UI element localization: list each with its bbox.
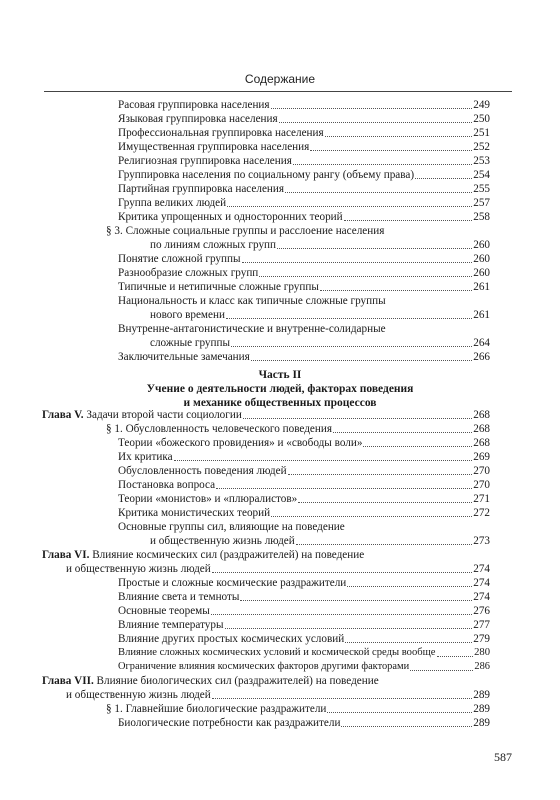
toc-entry (118, 112, 490, 126)
entry-page: 289 (473, 703, 490, 715)
entry-page: 289 (473, 689, 490, 701)
leader-dots (345, 640, 472, 643)
entry-title: Группа великих людей (118, 197, 227, 209)
entry-title: Теории «монистов» и «плюралистов» (118, 493, 298, 505)
entry-page: 264 (473, 337, 490, 349)
toc-entry (150, 308, 490, 322)
chapter-title-line1: Влияние биологических сил (раздражителей) на поведение (96, 675, 379, 687)
leader-dots (212, 570, 472, 573)
toc-entry (106, 702, 490, 716)
leader-dots (251, 358, 472, 361)
entry-page: 280 (474, 647, 490, 658)
leader-dots (279, 120, 473, 123)
entry-page: 255 (473, 183, 490, 195)
entry-page: 289 (473, 717, 490, 729)
entry-page: 257 (473, 197, 490, 209)
entry-title: Профессиональная группировка населения (118, 127, 324, 139)
leader-dots (226, 316, 472, 319)
toc-entry (118, 506, 490, 520)
leader-dots (240, 598, 472, 601)
entry-title: по линиям сложных групп (150, 239, 277, 251)
leader-dots (293, 162, 472, 165)
nation-line1: Национальность и класс как типичные сложные группы (118, 295, 386, 307)
entry-page: 249 (473, 99, 490, 111)
entry-page: 269 (473, 451, 490, 463)
leader-dots (327, 710, 472, 713)
toc-entry (106, 422, 490, 436)
toc-entry (66, 562, 490, 576)
entry-title: Простые и сложные космические раздражители (118, 577, 347, 589)
toc-entry (150, 336, 490, 350)
entry-page: 268 (473, 437, 490, 449)
entry-page: 268 (473, 409, 490, 421)
entry-title: Понятие сложной группы (118, 253, 241, 265)
entry-page: 252 (473, 141, 490, 153)
entry-title: Типичные и нетипичные сложные группы (118, 281, 319, 293)
toc-entry (118, 266, 490, 280)
entry-page: 276 (473, 605, 490, 617)
entry-title: Постановка вопроса (118, 479, 216, 491)
entry-title: Расовая группировка населения (118, 99, 270, 111)
toc-entry (118, 436, 490, 450)
toc-entry (150, 238, 490, 252)
leader-dots (211, 612, 472, 615)
toc-entry (118, 280, 490, 294)
part-title: Часть II (258, 369, 302, 381)
entry-title: Критика монистических теорий (118, 507, 271, 519)
entry-page: 250 (473, 113, 490, 125)
leader-dots (298, 500, 472, 503)
leader-dots (288, 472, 473, 475)
toc-entry (118, 576, 490, 590)
toc-entry (118, 126, 490, 140)
leader-dots (320, 288, 472, 291)
entry-title: Задачи второй части социологии (86, 409, 242, 421)
entry-page: 251 (473, 127, 490, 139)
leader-dots (242, 260, 473, 263)
entry-title: Влияние температуры (118, 619, 224, 631)
toc-entry (118, 492, 490, 506)
chapter-label: Глава VI. (42, 549, 90, 561)
toc-entry (118, 464, 490, 478)
entry-title: Ограничение влияния космических факторов другими факторами (118, 661, 410, 672)
chapter-label: Глава VII. (42, 675, 94, 687)
toc-entry (118, 478, 490, 492)
entry-page: 273 (473, 535, 490, 547)
entry-page: 274 (473, 563, 490, 575)
forces-line1: Основные группы сил, влияющие на поведение (118, 521, 345, 533)
leader-dots (231, 344, 472, 347)
running-header: Содержание (244, 72, 316, 86)
leader-dots (271, 106, 473, 109)
entry-page: 268 (473, 423, 490, 435)
entry-title: и общественную жизнь людей (150, 535, 295, 547)
leader-dots (437, 654, 473, 657)
entry-title: Основные теоремы (118, 605, 210, 617)
entry-title: Влияние других простых космических условий (118, 633, 345, 645)
antag-line1: Внутренне-антагонистические и внутренне-солидарные (118, 323, 386, 335)
toc-entry (118, 140, 490, 154)
leader-dots (212, 696, 472, 699)
leader-dots (325, 134, 473, 137)
entry-page: 279 (473, 633, 490, 645)
entry-page: 258 (473, 211, 490, 223)
entry-page: 260 (473, 253, 490, 265)
entry-page: 270 (473, 479, 490, 491)
entry-page: 277 (473, 619, 490, 631)
entry-title: Разнообразие сложных групп (118, 267, 259, 279)
entry-page: 261 (473, 281, 490, 293)
leader-dots (174, 458, 473, 461)
toc-entry (118, 252, 490, 266)
entry-page: 286 (474, 661, 490, 672)
toc-entry (118, 716, 490, 730)
entry-page: 260 (473, 239, 490, 251)
entry-title: Влияние света и темноты (118, 591, 240, 603)
toc-entry (118, 632, 490, 646)
entry-title: Биологические потребности как раздражители (118, 717, 341, 729)
leader-dots (310, 148, 472, 151)
leader-dots (216, 486, 472, 489)
toc-entry (118, 154, 490, 168)
section-3-line1: § 3. Сложные социальные группы и расслоение населения (106, 225, 385, 237)
toc-entry (118, 350, 490, 364)
entry-page: 253 (473, 155, 490, 167)
entry-title: Партийная группировка населения (118, 183, 285, 195)
leader-dots (333, 430, 472, 433)
toc-entry (118, 590, 490, 604)
entry-title: § 1. Главнейшие биологические раздражители (106, 703, 327, 715)
toc-entry (150, 534, 490, 548)
entry-title: Группировка населения по социальному рангу (объему права) (118, 169, 415, 181)
chapter-title-line1: Влияние космических сил (раздражителей) на поведение (92, 549, 365, 561)
entry-title: Имущественная группировка населения (118, 141, 310, 153)
leader-dots (277, 246, 472, 249)
entry-title: Обусловленность поведения людей (118, 465, 287, 477)
leader-dots (415, 176, 472, 179)
part-subtitle-line2: и механике общественных процессов (183, 397, 377, 409)
toc-entry (118, 660, 490, 674)
entry-title: § 1. Обусловленность человеческого поведения (106, 423, 333, 435)
leader-dots (225, 626, 473, 629)
entry-title: и общественную жизнь людей (66, 689, 211, 701)
entry-title: Критика упрощенных и односторонних теорий (118, 211, 343, 223)
entry-title: Влияние сложных космических условий и космической среды вообще (118, 647, 436, 658)
toc-entry (118, 450, 490, 464)
page-number: 587 (494, 750, 512, 764)
entry-page: 274 (473, 591, 490, 603)
leader-dots (296, 542, 472, 545)
leader-dots (285, 190, 472, 193)
toc-entry (118, 182, 490, 196)
header-rule (44, 91, 512, 92)
entry-title: Их критика (118, 451, 173, 463)
toc-entry (118, 98, 490, 112)
toc-entry (118, 168, 490, 182)
entry-page: 270 (473, 465, 490, 477)
entry-page: 254 (473, 169, 490, 181)
leader-dots (243, 416, 472, 419)
entry-title: и общественную жизнь людей (66, 563, 211, 575)
leader-dots (410, 668, 473, 671)
entry-page: 261 (473, 309, 490, 321)
entry-title: Языковая группировка населения (118, 113, 278, 125)
leader-dots (271, 514, 472, 517)
toc-entry (118, 646, 490, 660)
entry-page: 266 (473, 351, 490, 363)
chapter-heading (42, 548, 364, 562)
entry-page: 272 (473, 507, 490, 519)
toc-entry (118, 604, 490, 618)
entry-page: 271 (473, 493, 490, 505)
leader-dots (344, 218, 473, 221)
entry-title: нового времени (150, 309, 225, 321)
leader-dots (259, 274, 472, 277)
entry-page: 274 (473, 577, 490, 589)
toc-entry (66, 688, 490, 702)
leader-dots (347, 584, 472, 587)
chapter-heading (42, 674, 379, 688)
part-subtitle-line1: Учение о деятельности людей, факторах поведения (146, 383, 414, 395)
leader-dots (363, 444, 472, 447)
entry-title: Заключительные замечания (118, 351, 250, 363)
toc-entry (118, 196, 490, 210)
toc-entry (118, 618, 490, 632)
leader-dots (341, 724, 472, 727)
chapter-heading (42, 408, 490, 422)
chapter-label: Глава V. (42, 409, 84, 421)
toc-entry (118, 210, 490, 224)
entry-title: Религиозная группировка населения (118, 155, 292, 167)
entry-title: Теории «божеского провидения» и «свободы воли» (118, 437, 363, 449)
entry-title: сложные группы (150, 337, 230, 349)
entry-page: 260 (473, 267, 490, 279)
leader-dots (227, 204, 472, 207)
